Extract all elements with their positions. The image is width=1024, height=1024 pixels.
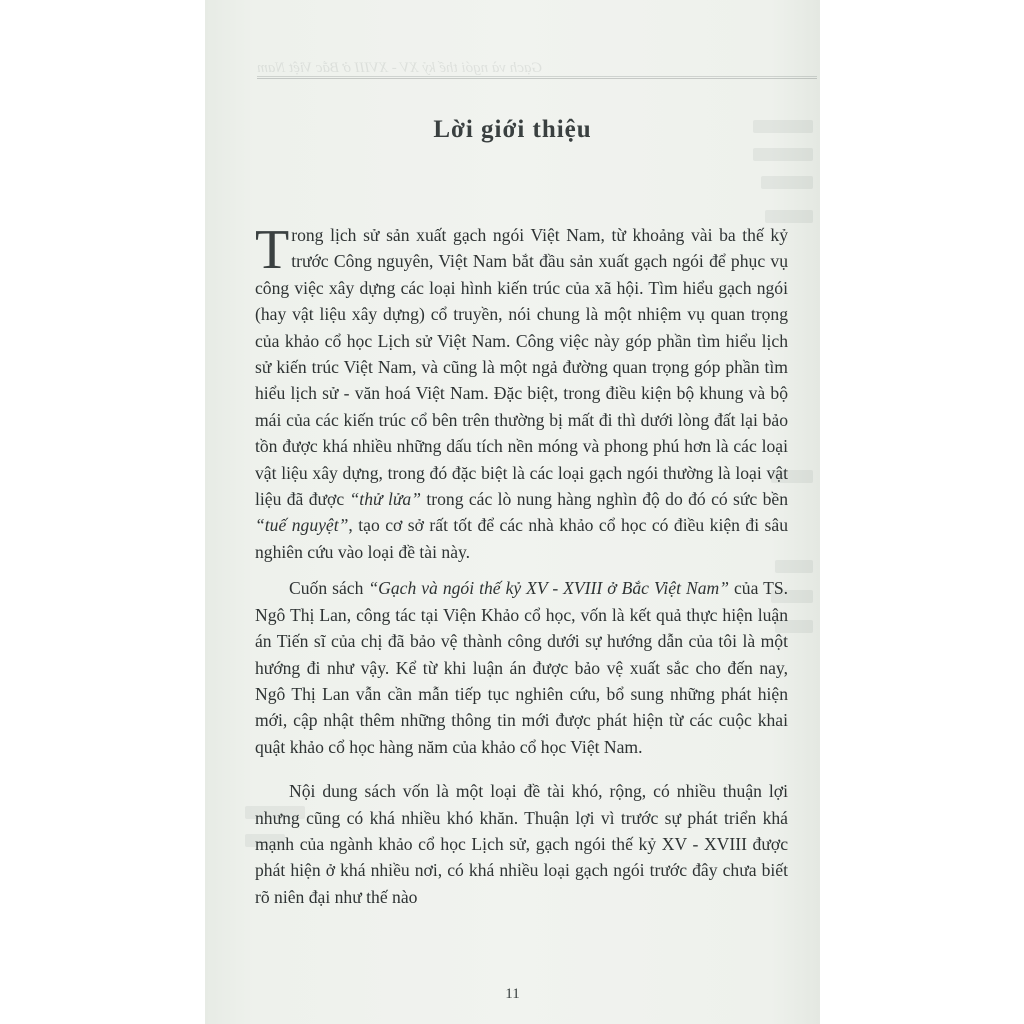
bleed-mark [753,148,813,161]
running-head-rule [257,60,817,79]
italic-phrase-tue-nguyet: “tuế nguyệt” [255,515,349,536]
book-page [205,0,820,1024]
paragraph-1-text-3: , tạo cơ sở rất tốt để các nhà khảo cổ học có điều kiện đi sâu nghiên cứu vào loại đề tài này. [255,515,788,562]
reverse-running-head: Gạch và ngói thế kỷ XV - XVIII ở Bắc Việt Nam [257,60,543,76]
paragraph-2-text-b: của TS. Ngô Thị Lan, công tác tại Viện Khảo cổ học, vốn là kết quả thực hiện luận án Tiến sĩ của chị đã bảo vệ thành công dưới sự hướng dẫn của tôi là một hướng đi như vậy. Kể từ khi luận án được bảo vệ xuất sắc cho đến nay, Ngô Thị Lan vẫn cần mẫn tiếp tục nghiên cứu, bổ sung những phát hiện mới, cập nhật thêm những thông tin mới được phát hiện từ các cuộc khai quật khảo cổ học hàng năm của khảo cổ học Việt Nam. [255,578,788,757]
paragraph-3-text: Nội dung sách vốn là một loại đề tài khó, rộng, có nhiều thuận lợi nhưng cũng có khá nhiều khó khăn. Thuận lợi vì trước sự phát triển khá mạnh của ngành khảo cổ học Lịch sử, gạch ngói thế kỷ XV - XVIII được phát hiện ở khá nhiều nơi, có khá nhiều loại gạch ngói trước đây chưa biết rõ niên đại như thế nào [255,781,788,907]
page-number: 11 [505,986,520,1002]
paragraph-1-text-2: trong các lò nung hàng nghìn độ do đó có sức bền [421,489,788,510]
page-title-text: Lời giới thiệu [433,116,592,143]
paragraph-2 [255,575,788,760]
body-text [255,219,788,910]
italic-phrase-thu-lua: “thử lửa” [349,489,422,510]
paragraph-1 [255,219,788,565]
page-title [205,116,820,144]
paragraph-1-text: rong lịch sử sản xuất gạch ngói Việt Nam, từ khoảng vài ba thế kỷ trước Công nguyên, Việt Nam bắt đầu sản xuất gạch ngói để phục vụ công việc xây dựng các loại hình kiến trúc của xã hội. Tìm hiểu gạch ngói (hay vật liệu xây dựng) cổ truyền, nói chung là một nhiệm vụ quan trọng của khảo cổ học Lịch sử Việt Nam. Công việc này góp phần tìm hiểu lịch sử kiến trúc Việt Nam, và cũng là một ngả đường quan trọng góp phần tìm hiểu lịch sử - văn hoá Việt Nam. Đặc biệt, trong điều kiện bộ khung và bộ mái của các kiến trúc cổ bên trên thường bị mất đi thì dưới lòng đất lại bảo tồn được khá nhiều những dấu tích nền móng và phong phú hơn là các loại vật liệu xây dựng, trong đó đặc biệt là các loại gạch ngói thường là loại vật liệu đã được [255,225,788,510]
paragraph-2-text-a: Cuốn sách [289,578,369,599]
bleed-mark [761,176,813,189]
drop-cap: T [255,219,290,281]
book-title-italic: “Gạch và ngói thế kỷ XV - XVIII ở Bắc Việt Nam” [368,578,729,599]
paragraph-3 [255,778,788,910]
